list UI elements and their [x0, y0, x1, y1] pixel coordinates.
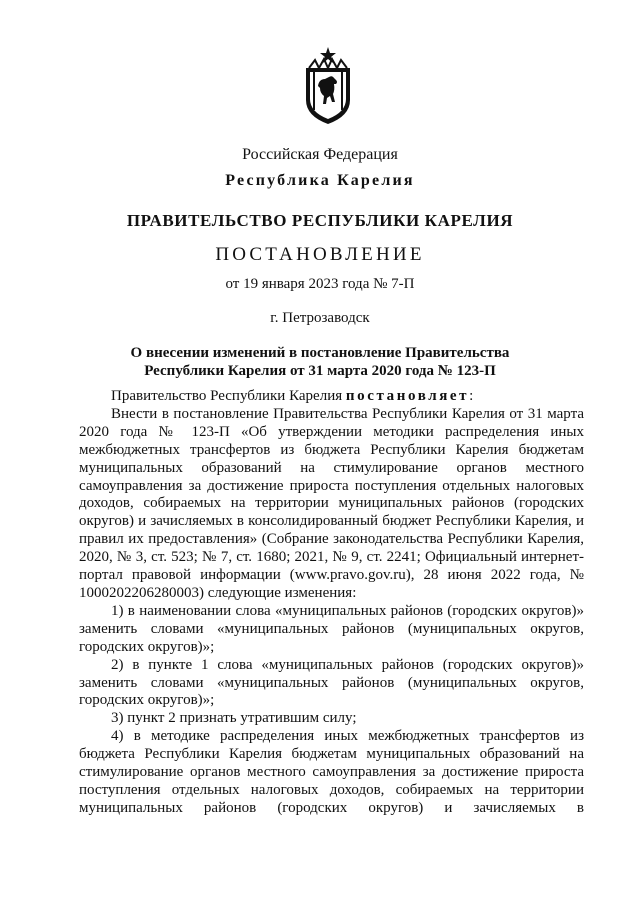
preamble-text: Правительство Республики Карелия	[111, 388, 346, 404]
paragraph-main: Внести в постановление Правительства Республики Карелия от 31 марта 2020 года № 123-П «Об утверждении методики распределения иных межбюджетных трансфертов из бюджета Республики Карелия бюджетам муниципальных образований на стимулирование органов местного самоуправления за достижение прироста поступления отдельных налоговых доходов, собираемых на территории муниципальных районов (городских округов) и зачисляемых в консолидированный бюджет Республики Карелия, и правил их предоставления» (Собрание законодательства Республики Карелия, 2020, № 3, ст. 523; № 7, ст. 1680; 2021, № 9, ст. 2241; Официальный интернет-портал правовой информации (www.pravo.gov.ru), 28 июня 2022 года, № 1000202206280003) следующие изменения:	[79, 405, 584, 601]
country-name: Российская Федерация	[242, 146, 398, 163]
republic-name: Республика Карелия	[225, 172, 415, 189]
date-and-number: от 19 января 2023 года № 7-П	[225, 276, 415, 292]
preamble-colon: :	[469, 388, 474, 404]
list-item-2: 2) в пункте 1 слова «муниципальных районов (городских округов)» заменить словами «муниципальных районов (муниципальных округов, городских округов)»;	[79, 656, 584, 709]
list-item-4: 4) в методике распределения иных межбюджетных трансфертов из бюджета Республики Карелия бюджетам муниципальных образований на стимулирование органов местного самоуправления за достижение прироста поступления отдельных налоговых доходов, собираемых на территории муниципальных районов (городских округов) и зачисляемых в	[79, 728, 584, 816]
city-name: г. Петрозаводск	[270, 310, 370, 326]
preamble-emphasis: постановляет	[345, 388, 470, 404]
government-name: ПРАВИТЕЛЬСТВО РЕСПУБЛИКИ КАРЕЛИЯ	[126, 211, 514, 230]
document-type: ПОСТАНОВЛЕНИЕ	[215, 244, 425, 265]
list-item-1: 1) в наименовании слова «муниципальных районов (городских округов)» заменить словами «муниципальных районов (муниципальных округов, городских округов)»;	[79, 602, 584, 655]
document-body	[79, 388, 584, 818]
list-item-3: 3) пункт 2 признать утратившим силу;	[111, 710, 357, 727]
preamble	[79, 388, 584, 406]
coat-of-arms-emblem	[301, 46, 355, 126]
document-title: О внесении изменений в постановление Правительства Республики Карелия от 31 марта 2020 года № 123-П	[130, 345, 510, 379]
